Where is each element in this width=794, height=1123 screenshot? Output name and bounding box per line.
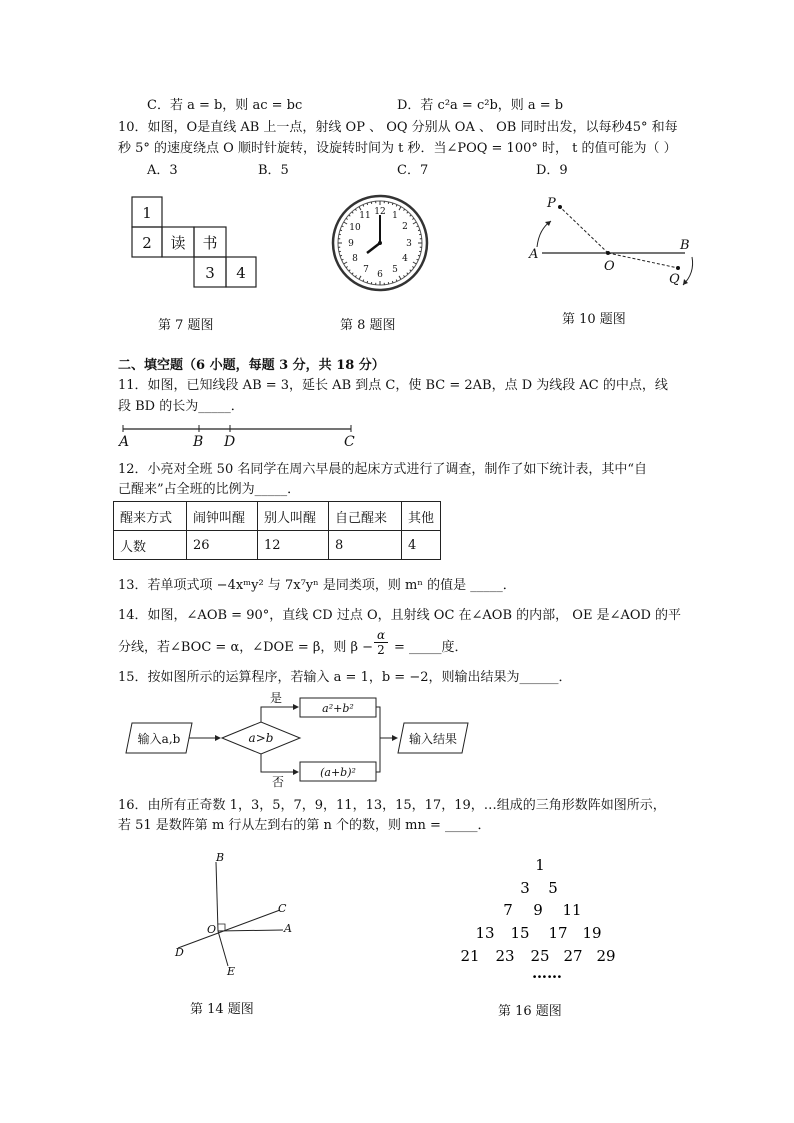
array-number: 9	[533, 901, 543, 919]
label-b: B	[216, 851, 225, 864]
label-a: A	[119, 434, 130, 450]
q14-line2b: = _____度．	[394, 640, 468, 655]
clock-center	[378, 241, 382, 245]
q10-line2: 秒 5° 的速度绕点 O 顺时针旋转，设旋转时间为 t 秒．当∠POQ = 100° 时， t 的值可能为（ ）	[118, 141, 677, 156]
table-header-cell: 闹钟叫醒	[187, 502, 258, 531]
table-header-cell: 自己醒来	[329, 502, 402, 531]
flow-yes-label: 是	[270, 691, 283, 705]
flow-yes-expr: a²+b²	[322, 702, 354, 715]
q11-line2: 段 BD 的长为_____．	[118, 399, 244, 414]
q12-survey-table	[113, 501, 441, 560]
clock-tick	[392, 203, 393, 205]
clock-number-1: 1	[392, 211, 398, 221]
label-d: D	[224, 434, 236, 450]
figure-8-caption: 第 8 题图	[340, 318, 396, 333]
array-number: 29	[596, 947, 616, 965]
q15-flowchart	[118, 690, 478, 790]
table-row	[114, 502, 441, 531]
array-number: 27	[563, 947, 583, 965]
clock-tick	[418, 230, 420, 231]
figure-7-cube-net	[130, 195, 260, 290]
q9-option-d: D．若 c²a = c²b，则 a = b	[397, 98, 564, 113]
array-number: 7	[503, 901, 513, 919]
flow-condition: a>b	[248, 731, 274, 745]
net-label-3: 3	[205, 264, 215, 282]
q11-line1: 11．如图，已知线段 AB = 3，延长 AB 到点 C，使 BC = 2AB，点 D 为线段 AC 的中点，线	[118, 378, 668, 393]
line-cd	[178, 910, 280, 948]
table-header-cell: 醒来方式	[114, 502, 187, 531]
figure-8-clock	[330, 193, 430, 293]
label-q: Q	[669, 272, 680, 287]
label-o: O	[604, 259, 615, 274]
clock-number-4: 4	[402, 254, 408, 264]
fraction-numerator: α	[376, 628, 386, 642]
clock-number-5: 5	[392, 265, 398, 275]
q14-line2a: 分线，若∠BOC = α，∠DOE = β，则 β −	[118, 640, 374, 655]
clock-tick	[367, 281, 368, 283]
q14-fraction	[374, 628, 388, 657]
flow-no-path	[261, 754, 296, 772]
net-label-4: 4	[236, 264, 246, 282]
point-o	[606, 251, 610, 255]
q10-option-b: B．5	[258, 163, 289, 178]
q12-line1: 12．小亮对全班 50 名同学在周六早晨的起床方式进行了调查，制作了如下统计表，其中“自	[118, 462, 647, 477]
q10-option-c: C．7	[397, 163, 429, 178]
table-row	[114, 531, 441, 560]
clock-number-9: 9	[348, 239, 354, 249]
array-number: 5	[548, 879, 558, 897]
flow-no-expr: (a+b)²	[320, 766, 356, 779]
array-number: 21	[460, 947, 480, 965]
table-cell: 12	[258, 531, 329, 560]
ray-op	[560, 207, 608, 253]
q9-option-c: C．若 a = b，则 ac = bc	[147, 98, 303, 113]
q16-line1: 16．由所有正奇数 1，3，5，7，9，11，13，15，17，19，…组成的三角形数阵如图所示，	[118, 798, 666, 813]
clock-tick	[340, 255, 342, 256]
clock-tick	[340, 230, 342, 231]
clock-number-8: 8	[352, 254, 358, 264]
point-p	[558, 205, 562, 209]
flow-input-label: 输入a,b	[137, 732, 181, 746]
table-header-cell: 别人叫醒	[258, 502, 329, 531]
array-number: 13	[475, 924, 495, 942]
flow-yes-path	[261, 707, 296, 722]
q16-line2: 若 51 是数阵第 m 行从左到右的第 n 个的数，则 mn = _____．	[118, 818, 491, 833]
q10-option-a: A．3	[147, 163, 178, 178]
label-a: A	[284, 922, 292, 935]
label-c: C	[344, 434, 355, 450]
clock-number-2: 2	[402, 222, 408, 232]
ray-ob	[216, 862, 218, 931]
array-number: 1	[535, 856, 545, 874]
net-label-1: 1	[142, 204, 152, 222]
flow-merge-path	[376, 707, 380, 772]
arrowhead	[392, 735, 398, 741]
label-d: D	[175, 946, 184, 959]
q14-line1: 14．如图，∠AOB = 90°，直线 CD 过点 O，且射线 OC 在∠AOB 的内部， OE 是∠AOD 的平	[118, 608, 682, 623]
clock-number-6: 6	[377, 270, 383, 280]
label-e: E	[227, 965, 236, 978]
flow-output-label: 输入结果	[408, 732, 458, 746]
q10-line1: 10．如图，O是直线 AB 上一点，射线 OP 、 OQ 分别从 OA 、 OB 同时出发，以每秒45° 和每	[118, 120, 678, 135]
label-b: B	[680, 238, 690, 253]
figure-7-caption: 第 7 题图	[158, 318, 214, 333]
ray-oe	[218, 931, 228, 966]
clock-number-7: 7	[363, 265, 369, 275]
q10-option-d: D．9	[536, 163, 568, 178]
point-q	[676, 266, 680, 270]
clock-number-11: 11	[359, 211, 371, 221]
array-number: 3	[520, 879, 530, 897]
array-number: 19	[582, 924, 602, 942]
ray-oq	[608, 253, 678, 268]
clock-number-10: 10	[349, 223, 361, 233]
clock-tick	[367, 203, 368, 205]
label-a: A	[529, 247, 539, 262]
label-p: P	[547, 196, 556, 211]
table-cell: 4	[402, 531, 441, 560]
label-o: O	[207, 923, 217, 936]
section-2-heading: 二、填空题（6 小题，每题 3 分，共 18 分）	[118, 358, 385, 373]
table-cell: 人数	[114, 531, 187, 560]
clock-number-12: 12	[374, 207, 386, 217]
figure-10-caption: 第 10 题图	[562, 312, 626, 327]
flow-no-label: 否	[272, 775, 285, 789]
figure-14-angles	[168, 848, 298, 983]
net-label-book: 书	[202, 234, 218, 252]
figure-16-caption: 第 16 题图	[498, 1004, 562, 1019]
clock-tick	[392, 281, 393, 283]
net-label-2: 2	[142, 234, 152, 252]
net-label-read: 读	[170, 234, 186, 252]
array-number: 15	[510, 924, 530, 942]
array-number: 17	[548, 924, 568, 942]
array-number: 11	[562, 901, 582, 919]
figure-10-rays	[525, 195, 705, 295]
q15-text: 15．按如图所示的运算程序，若输入 a = 1，b = −2，则输出结果为______．	[118, 670, 572, 685]
arrowhead	[293, 769, 299, 775]
q12-line2: 己醒来”占全班的比例为_____．	[118, 482, 301, 497]
table-cell: 8	[329, 531, 402, 560]
label-c: C	[278, 902, 287, 915]
q11-segment-figure	[115, 420, 360, 450]
clock-tick	[418, 255, 420, 256]
table-cell: 26	[187, 531, 258, 560]
label-b: B	[193, 434, 204, 450]
q13-text: 13．若单项式项 −4xᵐy² 与 7x⁷yⁿ 是同类项，则 mⁿ 的值是 _____．	[118, 578, 516, 593]
figure-14-caption: 第 14 题图	[190, 1002, 254, 1017]
arrowhead	[215, 735, 221, 741]
figure-16-triangle-array	[455, 848, 625, 983]
array-ellipsis: ……	[532, 964, 562, 982]
clock-number-3: 3	[406, 239, 412, 249]
fraction-denominator: 2	[377, 643, 385, 657]
array-number: 23	[495, 947, 515, 965]
table-header-cell: 其他	[402, 502, 441, 531]
arrowhead	[293, 704, 299, 710]
ray-oa	[218, 930, 283, 931]
right-angle-mark	[218, 924, 225, 931]
array-number: 25	[530, 947, 550, 965]
